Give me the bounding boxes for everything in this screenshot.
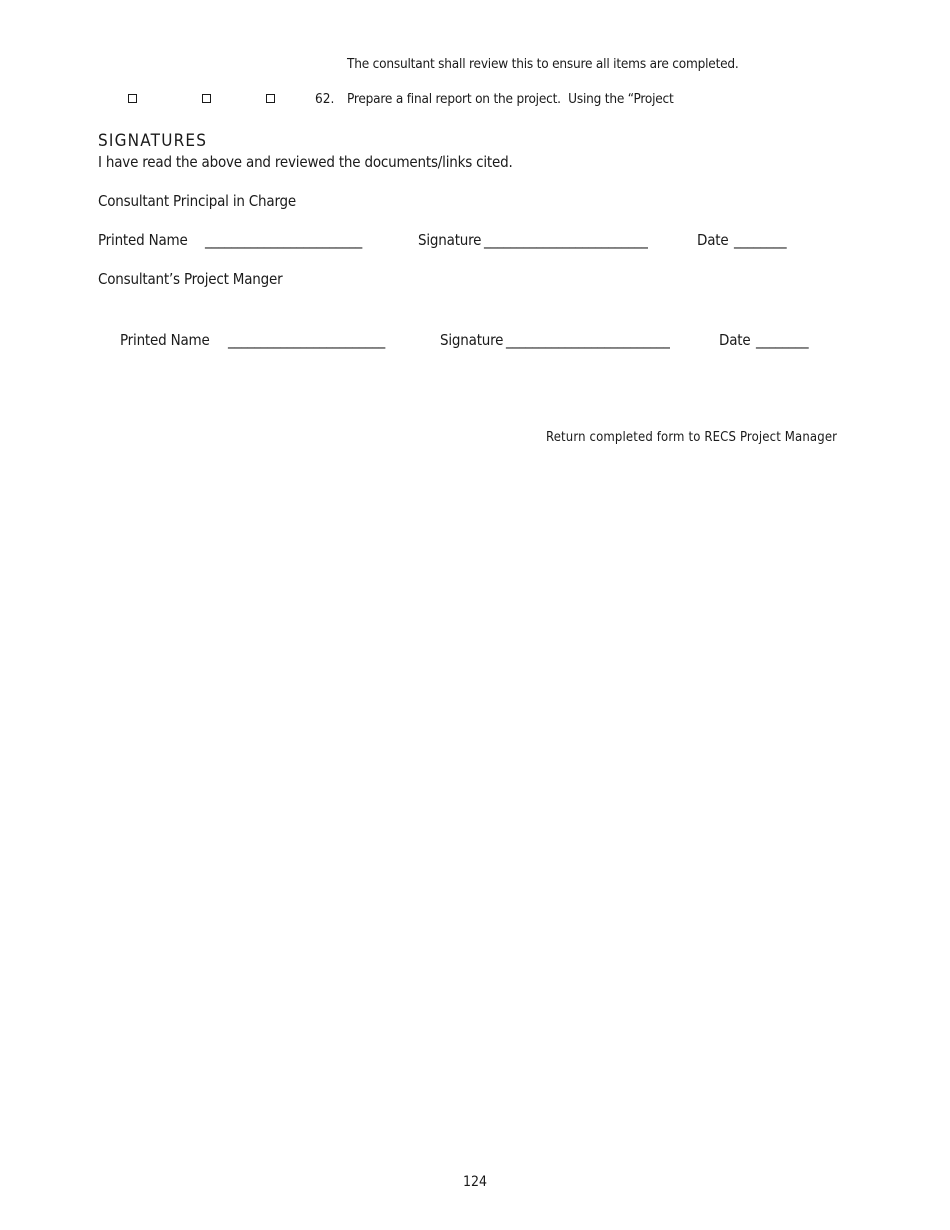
principal-printed-name-field[interactable]: ________________________	[205, 231, 363, 249]
checkbox-2[interactable]	[202, 94, 211, 103]
checkbox-1[interactable]	[128, 94, 137, 103]
pm-signature-field[interactable]: _________________________	[506, 331, 670, 349]
checklist-item-text: Prepare a final report on the project. Using the “Project	[347, 91, 674, 107]
pm-date-field[interactable]: ________	[756, 331, 809, 349]
pm-signature-label: Signature	[440, 331, 504, 349]
acknowledgement-statement: I have read the above and reviewed the documents/links cited.	[98, 153, 513, 171]
principal-date-label: Date	[697, 231, 729, 249]
return-instruction: Return completed form to RECS Project Manager	[546, 430, 838, 445]
pm-printed-name-label: Printed Name	[120, 331, 210, 349]
principal-printed-name-label: Printed Name	[98, 231, 188, 249]
pm-printed-name-field[interactable]: ________________________	[228, 331, 386, 349]
pm-date-label: Date	[719, 331, 751, 349]
project-manager-role-label: Consultant’s Project Manger	[98, 270, 283, 288]
checkbox-3[interactable]	[266, 94, 275, 103]
page-number: 124	[462, 1174, 488, 1190]
principal-role-label: Consultant Principal in Charge	[98, 192, 297, 210]
review-note: The consultant shall review this to ensure all items are completed.	[347, 56, 739, 72]
principal-date-field[interactable]: ________	[734, 231, 787, 249]
principal-signature-label: Signature	[418, 231, 482, 249]
checklist-item-number: 62.	[315, 91, 335, 107]
principal-signature-field[interactable]: _________________________	[484, 231, 648, 249]
section-title: SIGNATURES	[98, 131, 208, 151]
